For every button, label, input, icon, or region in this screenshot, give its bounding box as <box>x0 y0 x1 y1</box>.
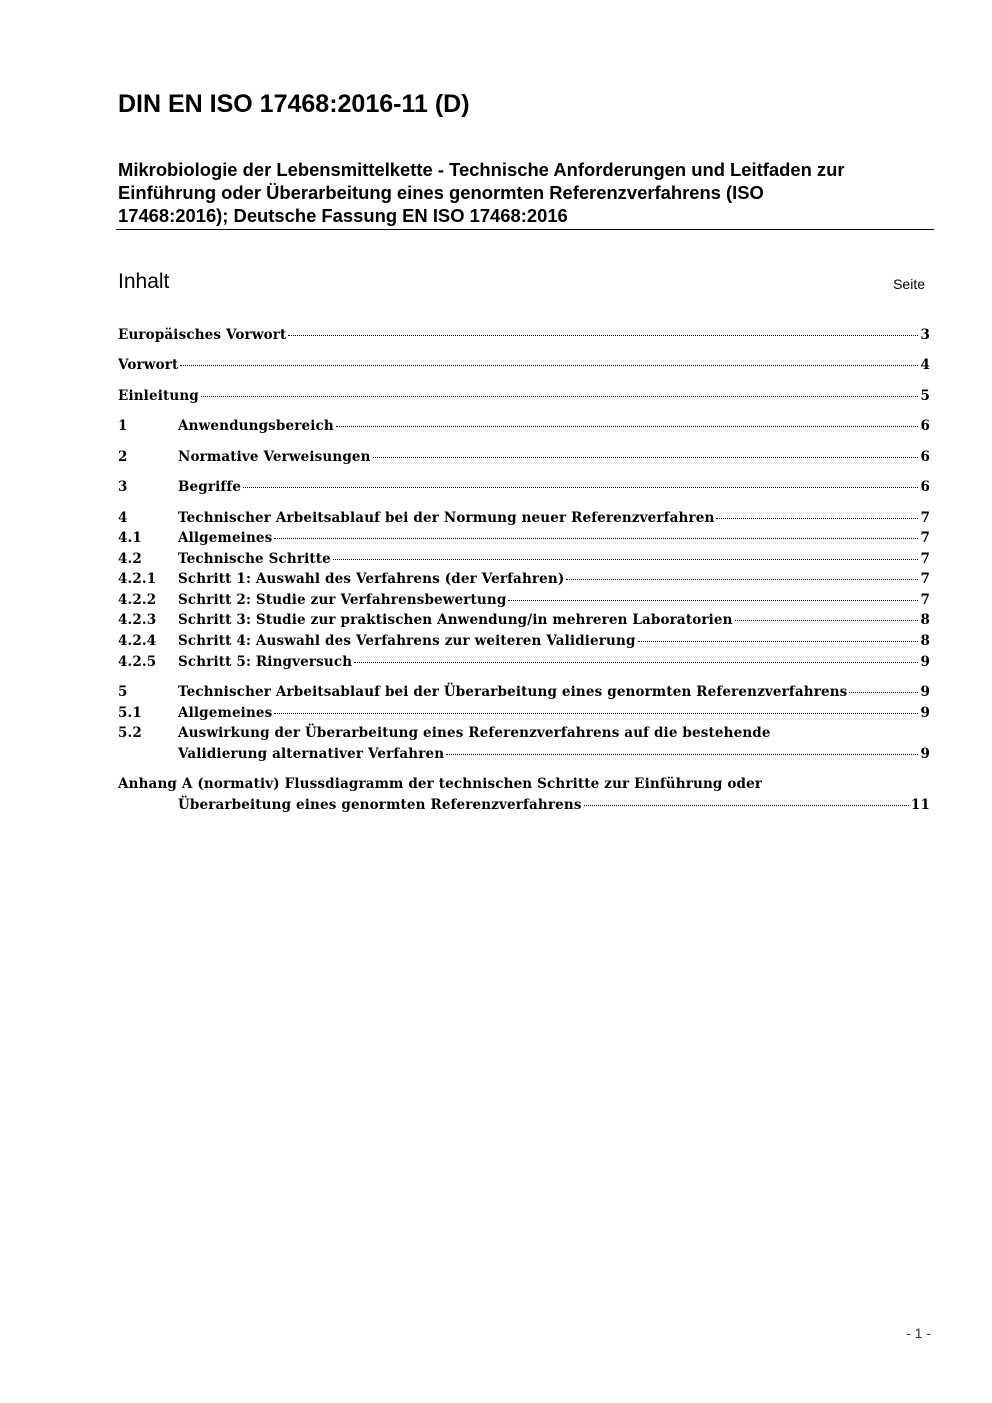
toc-entry-number: 4.2.1 <box>118 571 157 587</box>
toc-entry-page: 7 <box>920 530 930 546</box>
toc-entry-page: 7 <box>920 571 930 587</box>
toc-entry-number: 4 <box>118 510 128 526</box>
toc-entry-5[interactable] <box>118 682 930 703</box>
page-number: - 1 - <box>906 1325 931 1341</box>
toc-entry-4-2-1[interactable] <box>118 569 930 590</box>
toc-entry-number: 4.2.2 <box>118 592 157 608</box>
toc-entry-text: Einleitung <box>118 388 199 404</box>
toc-entry-text: Anhang A (normativ) Flussdiagramm der technischen Schritte zur Einführung oder <box>118 776 763 792</box>
toc-entry-text: Technische Schritte <box>178 551 331 567</box>
toc-entry-text: Schritt 5: Ringversuch <box>178 654 353 670</box>
toc-leader-dots <box>288 335 918 336</box>
toc-leader-dots <box>336 426 919 427</box>
toc-entry-number: 4.2.4 <box>118 633 157 649</box>
title-divider <box>116 229 934 230</box>
subtitle-line: Einführung oder Überarbeitung eines genormten Referenzverfahrens (ISO <box>118 182 764 203</box>
toc-entry-1[interactable] <box>118 416 930 437</box>
toc-entry-page: 7 <box>920 592 930 608</box>
toc-entry-4-2-2[interactable] <box>118 590 930 611</box>
toc-entry-page: 8 <box>920 633 930 649</box>
toc-entry-text-continued: Validierung alternativer Verfahren <box>178 746 445 762</box>
toc-entry-4-2-4[interactable] <box>118 631 930 652</box>
toc-leader-dots <box>201 396 919 397</box>
toc-entry-4-2-3[interactable] <box>118 610 930 631</box>
toc-entry-3[interactable] <box>118 477 930 498</box>
toc-entry-text: Technischer Arbeitsablauf bei der Überarbeitung eines genormten Referenzverfahrens <box>178 684 848 700</box>
toc-entry-page: 5 <box>920 388 930 404</box>
toc-entry-einleitung[interactable] <box>118 386 930 407</box>
toc-entry-text: Allgemeines <box>178 530 273 546</box>
toc-entry-number: 5.2 <box>118 725 142 741</box>
toc-leader-dots <box>354 662 918 663</box>
toc-leader-dots <box>180 365 918 366</box>
toc-leader-dots <box>333 559 919 560</box>
toc-leader-dots <box>508 600 918 601</box>
toc-entry-page: 9 <box>920 705 930 721</box>
toc-leader-dots <box>849 692 918 693</box>
toc-entry-text: Europäisches Vorwort <box>118 327 287 343</box>
toc-entry-number: 4.2.5 <box>118 654 157 670</box>
toc-entry-text: Anwendungsbereich <box>178 418 334 434</box>
toc-entry-page: 6 <box>920 449 930 465</box>
toc-entry-text: Allgemeines <box>178 705 273 721</box>
toc-entry-4-2-5[interactable] <box>118 652 930 673</box>
toc-entry-number: 4.2.3 <box>118 612 157 628</box>
toc-page-column-label: Seite <box>893 276 925 292</box>
toc-entry-page: 11 <box>910 797 930 813</box>
toc-entry-5-2[interactable] <box>118 723 930 765</box>
toc-leader-dots <box>243 487 918 488</box>
subtitle-line: Mikrobiologie der Lebensmittelkette - Technische Anforderungen und Leitfaden zur <box>118 159 845 180</box>
toc-entry-page: 7 <box>920 510 930 526</box>
toc-entry-text: Schritt 3: Studie zur praktischen Anwendung/in mehreren Laboratorien <box>178 612 733 628</box>
toc-entry-text: Normative Verweisungen <box>178 449 371 465</box>
toc-leader-dots <box>446 754 918 755</box>
toc-entry-europaeisches-vorwort[interactable] <box>118 325 930 346</box>
toc-entry-number: 5 <box>118 684 128 700</box>
toc-leader-dots <box>584 805 909 806</box>
toc-entry-page: 6 <box>920 479 930 495</box>
toc-entry-number: 2 <box>118 449 128 465</box>
toc-entry-page: 7 <box>920 551 930 567</box>
toc-entry-number: 4.1 <box>118 530 142 546</box>
toc-entry-4-1[interactable] <box>118 528 930 549</box>
toc-entry-page: 3 <box>920 327 930 343</box>
toc-entry-text: Technischer Arbeitsablauf bei der Normung neuer Referenzverfahren <box>178 510 715 526</box>
toc-entry-page: 9 <box>920 654 930 670</box>
toc-entry-5-1[interactable] <box>118 703 930 724</box>
toc-entry-text: Begriffe <box>178 479 242 495</box>
toc-entry-4-2[interactable] <box>118 549 930 570</box>
document-title: DIN EN ISO 17468:2016-11 (D) <box>118 90 470 118</box>
toc-entry-vorwort[interactable] <box>118 355 930 376</box>
toc-leader-dots <box>373 457 919 458</box>
toc-entry-text: Schritt 4: Auswahl des Verfahrens zur weiteren Validierung <box>178 633 636 649</box>
toc-entry-number: 1 <box>118 418 128 434</box>
toc-leader-dots <box>566 579 918 580</box>
toc-entry-page: 9 <box>920 746 930 762</box>
toc-entry-text: Schritt 1: Auswahl des Verfahrens (der Verfahren) <box>178 571 565 587</box>
toc-entry-text: Schritt 2: Studie zur Verfahrensbewertung <box>178 592 507 608</box>
toc-entry-2[interactable] <box>118 447 930 468</box>
toc-entry-page: 8 <box>920 612 930 628</box>
toc-entry-text: Auswirkung der Überarbeitung eines Referenzverfahrens auf die bestehende <box>178 725 771 741</box>
toc-entry-page: 6 <box>920 418 930 434</box>
subtitle-line: 17468:2016); Deutsche Fassung EN ISO 17468:2016 <box>118 205 568 226</box>
toc-entry-text-continued: Überarbeitung eines genormten Referenzverfahrens <box>178 797 582 813</box>
toc-entry-page: 9 <box>920 684 930 700</box>
toc-entry-page: 4 <box>920 357 930 373</box>
toc-entry-text: Vorwort <box>118 357 179 373</box>
toc-entry-number: 4.2 <box>118 551 142 567</box>
toc-entry-anhang-a[interactable] <box>118 774 930 816</box>
toc-heading: Inhalt <box>118 270 170 293</box>
toc-leader-dots <box>735 620 919 621</box>
toc-entry-number: 3 <box>118 479 128 495</box>
toc-leader-dots <box>716 518 918 519</box>
toc-leader-dots <box>274 538 918 539</box>
toc-entry-number: 5.1 <box>118 705 142 721</box>
document-subtitle <box>118 158 933 227</box>
toc-leader-dots <box>638 641 919 642</box>
toc-entry-4[interactable] <box>118 508 930 529</box>
toc-leader-dots <box>274 713 918 714</box>
